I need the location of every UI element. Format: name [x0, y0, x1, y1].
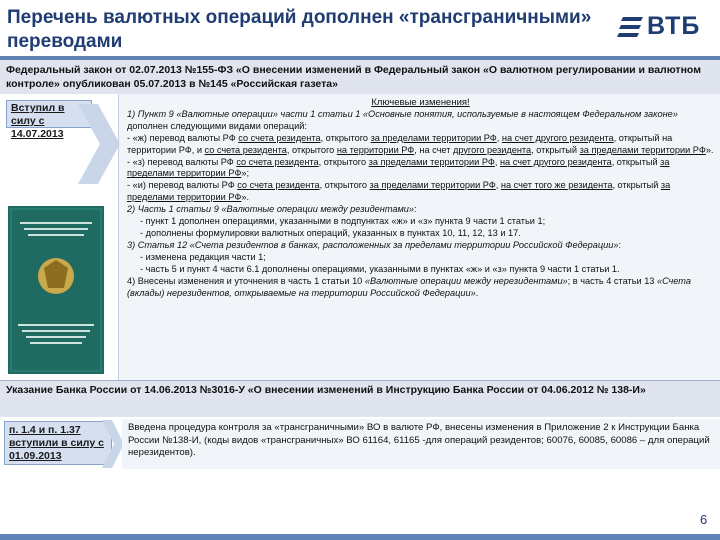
- law-book-image: [8, 206, 104, 374]
- effective-date-badge: Вступил в силу с 14.07.2013: [6, 100, 92, 128]
- vtb-logo: [617, 10, 713, 44]
- left-column: [0, 94, 118, 380]
- chevron-right-icon: [78, 104, 120, 184]
- key-changes-panel: [118, 94, 720, 380]
- op-z-a: - «з) перевод валюты РФ: [127, 156, 237, 167]
- op-zh-m: , открытый: [531, 144, 580, 155]
- op-zh-e: ,: [496, 132, 502, 143]
- op-zh-k: , на счет: [414, 144, 453, 155]
- procedure-panel: Введена процедура контроля за «трансграничными» ВО в валюте РФ, внесены изменения в Приложение 2 к Инструкции Банка России №138-И, (коды видов «трансграничных» ВО 61164, 61165 -для операций резидентов; 60076, 60085, 60086 – для операций нерезидентов).: [122, 419, 720, 469]
- law-reference-band: Федеральный закон от 02.07.2013 №155-ФЗ «О внесении изменений в Федеральный закон «О валютном регулировании и валютном контроле» опубликован 05.07.2013 в №145 «Российская газета»: [0, 60, 720, 94]
- change-3-item-text: часть 5 и пункт 4 части 6.1 дополнены операциями, указанными в пунктах «ж» и «з» пункта 9 части 1 статьи 1.: [145, 263, 620, 274]
- op-i-b: со счета резидента: [237, 180, 320, 191]
- op-i-i: ».: [241, 192, 250, 203]
- change-3: [127, 240, 714, 252]
- op-i-e: ,: [495, 180, 501, 191]
- op-zh-a: - «ж) перевод валюты РФ: [127, 132, 239, 143]
- slide-title: Перечень валютных операций дополнен «трансграничными» переводами: [7, 7, 592, 52]
- change-2-item: - пункт 1 дополнен операциями, указанными в подпунктах «ж» и «з» пункта 9 части 1 статьи 1;: [140, 216, 546, 227]
- effective-date-badge-2: п. 1.4 и п. 1.37 вступили в силу с 01.09.2013: [4, 421, 112, 465]
- op-zh-o: ».: [705, 144, 714, 155]
- op-zh-b: со счета резидента: [238, 132, 321, 143]
- key-changes-heading: Ключевые изменения!: [371, 97, 470, 108]
- operation-zh: [127, 133, 714, 157]
- change-1-rest: дополнен следующими видами операций:: [127, 120, 307, 131]
- op-z-b: со счета резидента: [236, 156, 319, 167]
- change-2-lead: 2) Часть 1 статьи 9 «Валютные операции между резидентами»: [127, 204, 415, 215]
- op-i-h: за пределами территории РФ: [127, 180, 671, 203]
- op-zh-i: , открытого: [286, 144, 337, 155]
- change-2-item-text: пункт 1 дополнен операциями, указанными в подпунктах «ж» и «з» пункта 9 части 1 статьи 1;: [145, 216, 546, 227]
- slide-header: [0, 0, 720, 60]
- op-i-d: за пределами территории РФ: [369, 180, 496, 191]
- change-1: [127, 109, 714, 133]
- op-zh-c: , открытого: [320, 132, 371, 143]
- op-z-g: , открытый: [611, 156, 661, 167]
- change-2-rest: :: [414, 204, 417, 215]
- op-z-c: , открытого: [318, 156, 369, 167]
- change-4-d: «Счета (вклады) нерезидентов, открываемые на территории Российской Федерации»: [127, 275, 691, 298]
- page-number: 6: [700, 512, 708, 527]
- change-4-c: ; в часть 4 статьи 13: [567, 275, 657, 286]
- op-i-a: - «и) перевод валюты РФ: [127, 180, 238, 191]
- vtb-logo-mark-icon: [617, 14, 645, 40]
- change-2-item-text: дополнены формулировки валютных операций, указанных в пунктах 10, 11, 12, 13 и 17.: [145, 227, 521, 238]
- op-z-h: за пределами территории РФ: [127, 156, 670, 179]
- op-z-f: на счет другого резидента: [499, 156, 612, 167]
- footer-bar: [0, 534, 720, 540]
- operation-i: [127, 180, 714, 204]
- change-2-item: - дополнены формулировки валютных операций, указанных в пунктах 10, 11, 12, 13 и 17.: [140, 227, 521, 238]
- change-4-a: 4) Внесены изменения и уточнения в часть 1 статьи 10: [127, 275, 365, 286]
- op-i-f: на счет того же резидента: [500, 180, 613, 191]
- change-3-item: - изменена редакция части 1;: [140, 251, 266, 262]
- op-zh-j: на территории РФ: [336, 144, 415, 155]
- op-i-c: , открытого: [319, 180, 370, 191]
- op-zh-d: за пределами территории РФ: [370, 132, 497, 143]
- change-3-item-text: изменена редакция части 1;: [145, 251, 266, 262]
- op-z-d: за пределами территории РФ: [368, 156, 495, 167]
- op-zh-g: , открытый на территории РФ, и: [127, 132, 673, 155]
- op-z-i: »;: [241, 168, 250, 179]
- op-zh-f: на счет другого резидента: [501, 132, 614, 143]
- op-i-g: , открытый: [612, 180, 661, 191]
- change-1-lead: 1) Пункт 9 «Валютные операции» части 1 статьи 1 «Основные понятия, используемые в настоящем Федеральном законе»: [127, 108, 678, 119]
- op-zh-h: со счета резидента: [204, 144, 287, 155]
- op-zh-l: другого резидента: [452, 144, 532, 155]
- bank-instruction-band: Указание Банка России от 14.06.2013 №3016-У «О внесении изменений в Инструкцию Банка России от 04.06.2012 № 138-И»: [0, 381, 720, 417]
- change-3-item: - часть 5 и пункт 4 части 6.1 дополнены операциями, указанными в пунктах «ж» и «з» пункта 9 части 1 статьи 1.: [140, 263, 620, 274]
- change-3-rest: :: [618, 239, 622, 250]
- change-4-e: .: [475, 287, 479, 298]
- op-zh-n: за пределами территории РФ: [579, 144, 706, 155]
- operation-z: [127, 157, 714, 181]
- vtb-logo-text: ВТБ: [647, 12, 701, 40]
- op-z-e: ,: [494, 156, 500, 167]
- chevron-right-icon: [102, 420, 124, 468]
- change-2: [127, 204, 714, 216]
- change-4-b: «Валютные операции между нерезидентами»: [364, 275, 568, 286]
- change-4: [127, 276, 714, 300]
- change-3-lead: 3) Статья 12 «Счета резидентов в банках, расположенных за пределами территории Российской Федерации»: [127, 239, 619, 250]
